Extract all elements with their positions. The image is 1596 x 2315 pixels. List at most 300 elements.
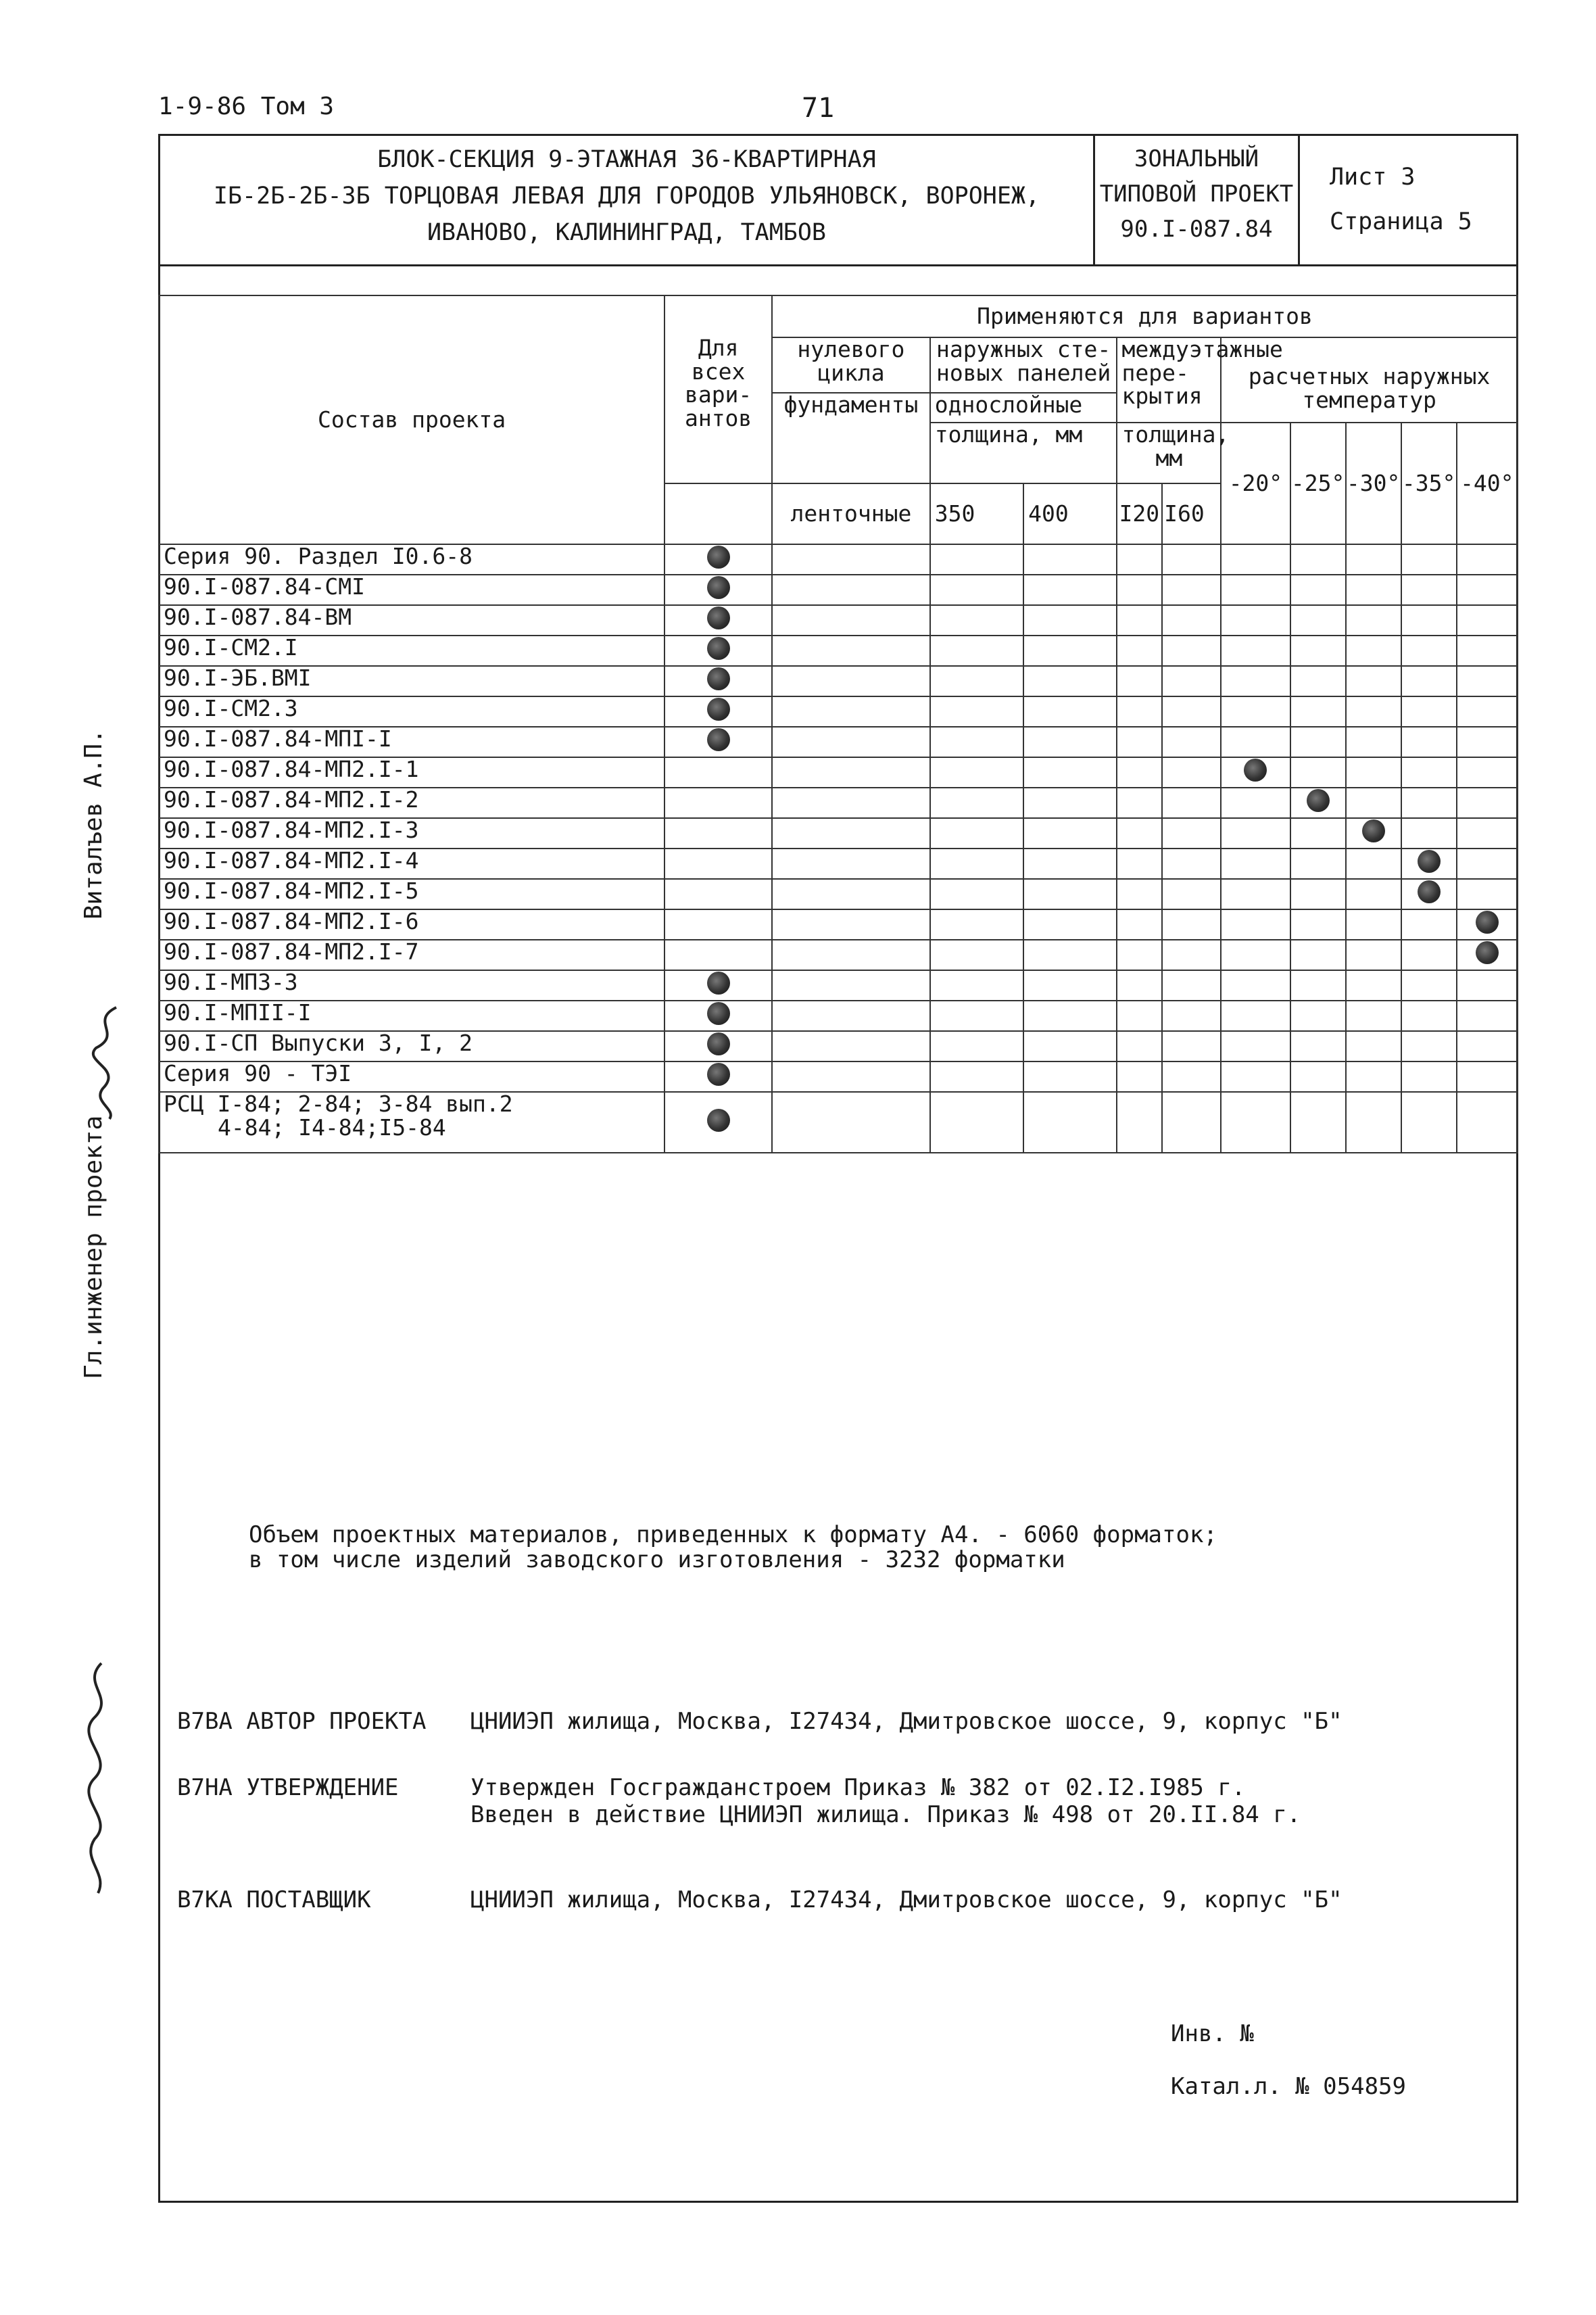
row-cell (1023, 788, 1117, 818)
info-text: Утвержден Госгражданстроем Приказ № 382 от 02.I2.I985 г. (470, 1774, 1246, 1801)
row-cell (1346, 757, 1401, 788)
row-cell (1346, 849, 1401, 879)
mark-dot (1362, 819, 1385, 842)
row-cell (772, 1061, 930, 1092)
row-cell (1023, 909, 1117, 940)
row-cell (1221, 696, 1290, 727)
row-cell (1117, 849, 1162, 879)
row-cell (1401, 544, 1457, 575)
row-cell (1162, 818, 1221, 849)
row-cell (930, 696, 1023, 727)
mark-dot (1476, 911, 1499, 934)
row-cell (1457, 1001, 1518, 1031)
row-cell (1346, 605, 1401, 636)
last-row-line: РСЦ I-84; 2-84; 3-84 вып.2 (164, 1091, 513, 1117)
signature-2 (68, 1656, 128, 1900)
row-cell (1401, 818, 1457, 849)
mark-dot (707, 972, 730, 995)
row-cell (1023, 544, 1117, 575)
row-cell (772, 666, 930, 696)
dummy-all (664, 483, 772, 544)
row-cell (930, 909, 1023, 940)
row-cell (1023, 1061, 1117, 1092)
row-cell (1457, 940, 1518, 970)
row-cell (1346, 544, 1401, 575)
t400-header: 400 (1023, 483, 1117, 544)
row-cell (1346, 575, 1401, 605)
row-name: 90.I-087.84-МП2.I-1 (159, 757, 664, 788)
side-chief-engineer: Гл.инженер проекта (80, 1115, 107, 1379)
row-cell (930, 818, 1023, 849)
row-name: 90.I-087.84-МП2.I-6 (159, 909, 664, 940)
row-cell (1221, 879, 1290, 909)
t160-header: I60 (1162, 483, 1221, 544)
project-line: ТИПОВОЙ ПРОЕКТ (1099, 181, 1294, 208)
row-cell (1162, 1031, 1221, 1061)
row-cell (772, 940, 930, 970)
mark-dot (707, 1063, 730, 1086)
title-cell (160, 136, 1095, 264)
row-name: 90.I-СМ2.3 (159, 696, 664, 727)
row-cell (1401, 1031, 1457, 1061)
row-cell (1346, 1001, 1401, 1031)
row-cell (1023, 818, 1117, 849)
info-text: Введен в действие ЦНИИЭП жилища. Приказ № 498 от 20.II.84 г. (470, 1801, 1301, 1828)
row-cell (1023, 757, 1117, 788)
row-cell (930, 788, 1023, 818)
top-left-reference: 1-9-86 Том 3 (158, 93, 335, 120)
row-cell (1290, 696, 1346, 727)
row-cell (664, 909, 772, 940)
row-cell (1401, 727, 1457, 757)
row-name: 90.I-087.84-МП2.I-2 (159, 788, 664, 818)
row-name: 90.I-087.84-МП2.I-5 (159, 879, 664, 909)
row-cell (1457, 849, 1518, 879)
row-name: 90.I-СП Выпуски 3, I, 2 (159, 1031, 664, 1061)
signature-1 (76, 1001, 137, 1122)
row-name: Серия 90. Раздел I0.6-8 (159, 544, 664, 575)
mark-dot (1244, 759, 1267, 782)
row-cell (772, 636, 930, 666)
row-cell (1401, 666, 1457, 696)
row-cell (1117, 605, 1162, 636)
row-cell (1221, 940, 1290, 970)
row-cell (1290, 788, 1346, 818)
row-cell (1023, 636, 1117, 666)
row-cell (1401, 757, 1457, 788)
row-cell (1221, 544, 1290, 575)
row-cell (1117, 696, 1162, 727)
side-name: Виталъев А.П. (80, 729, 107, 920)
row-cell (1023, 605, 1117, 636)
row-cell (772, 970, 930, 1001)
row-cell (1221, 757, 1290, 788)
mark-dot (1418, 880, 1441, 903)
row-cell (1457, 636, 1518, 666)
title-block (158, 134, 1518, 266)
row-cell (1457, 879, 1518, 909)
row-cell (1457, 970, 1518, 1001)
page-number: 71 (802, 93, 835, 124)
row-cell (1117, 727, 1162, 757)
row-cell (664, 788, 772, 818)
row-cell (772, 1031, 930, 1061)
project-line: ЗОНАЛЬНЫЙ (1134, 145, 1259, 172)
row-cell (1117, 909, 1162, 940)
table-row (159, 575, 1518, 605)
row-cell (664, 575, 772, 605)
last-row-mark (664, 1092, 772, 1153)
table-row (159, 696, 1518, 727)
row-cell (664, 544, 772, 575)
temp-col-3: -30° (1346, 423, 1401, 544)
outer-panels-header: наружных сте-новых панелей (930, 337, 1117, 393)
row-cell (1290, 757, 1346, 788)
mark-dot (707, 667, 730, 690)
row-cell (1346, 970, 1401, 1001)
table-row (159, 1031, 1518, 1061)
row-cell (1290, 544, 1346, 575)
row-cell (1117, 575, 1162, 605)
row-cell (664, 757, 772, 788)
col-all-variants: Для всех вари-антов (664, 295, 772, 483)
row-cell (1221, 849, 1290, 879)
single-layer-header: однослойные (930, 393, 1117, 423)
table-row (159, 909, 1518, 940)
row-cell (930, 1061, 1023, 1092)
mark-dot (1307, 789, 1330, 812)
foundations-header: фундаменты (772, 393, 930, 483)
row-cell (930, 879, 1023, 909)
row-cell (772, 605, 930, 636)
row-cell (1162, 575, 1221, 605)
row-cell (1023, 970, 1117, 1001)
row-cell (1023, 940, 1117, 970)
row-cell (1346, 1061, 1401, 1092)
row-cell (664, 1031, 772, 1061)
row-cell (1162, 1001, 1221, 1031)
row-cell (1290, 970, 1346, 1001)
row-cell (1162, 909, 1221, 940)
table-row (159, 727, 1518, 757)
row-cell (1401, 879, 1457, 909)
table-row (159, 666, 1518, 696)
row-cell (930, 1001, 1023, 1031)
row-cell (1290, 605, 1346, 636)
row-cell (772, 849, 930, 879)
row-cell (1401, 940, 1457, 970)
row-cell (1346, 727, 1401, 757)
row-cell (1117, 636, 1162, 666)
row-cell (1023, 1031, 1117, 1061)
row-name: 90.I-СМ2.I (159, 636, 664, 666)
title-line: БЛОК-СЕКЦИЯ 9-ЭТАЖНАЯ 36-КВАРТИРНАЯ (377, 146, 876, 173)
row-cell (1221, 605, 1290, 636)
row-cell (1290, 1001, 1346, 1031)
row-cell (930, 666, 1023, 696)
row-cell (1401, 788, 1457, 818)
table-row (159, 970, 1518, 1001)
row-name: 90.I-МП3-3 (159, 970, 664, 1001)
row-cell (1346, 666, 1401, 696)
mark-dot (1418, 850, 1441, 873)
page-label: Страница 5 (1330, 208, 1472, 235)
row-cell (1221, 1031, 1290, 1061)
row-cell (664, 1001, 772, 1031)
row-cell (930, 727, 1023, 757)
row-cell (1457, 1061, 1518, 1092)
row-cell (1162, 727, 1221, 757)
row-cell (664, 605, 772, 636)
row-cell (1023, 696, 1117, 727)
row-cell (1162, 636, 1221, 666)
row-cell (1023, 575, 1117, 605)
row-cell (664, 849, 772, 879)
inventory-label: Инв. № (1171, 2020, 1254, 2047)
project-line: 90.I-087.84 (1120, 216, 1273, 243)
row-cell (664, 727, 772, 757)
row-cell (1401, 636, 1457, 666)
table-row (159, 1001, 1518, 1031)
info-text: ЦНИИЭП жилища, Москва, I27434, Дмитровское шоссе, 9, корпус "Б" (470, 1708, 1343, 1735)
info-code: В7НА УТВЕРЖДЕНИЕ (177, 1774, 399, 1801)
row-cell (664, 1061, 772, 1092)
table-row (159, 940, 1518, 970)
row-cell (1221, 818, 1290, 849)
row-name: 90.I-087.84-МП2.I-4 (159, 849, 664, 879)
row-cell (930, 636, 1023, 666)
info-code: В7КА ПОСТАВЩИК (177, 1886, 371, 1913)
row-cell (1117, 970, 1162, 1001)
row-cell (664, 636, 772, 666)
row-cell (1290, 636, 1346, 666)
row-cell (1221, 788, 1290, 818)
table-row (159, 544, 1518, 575)
volume-line: Объем проектных материалов, приведенных к формату А4. - 6060 форматок; (249, 1521, 1217, 1548)
row-cell (930, 849, 1023, 879)
row-cell (1457, 1031, 1518, 1061)
row-cell (1117, 940, 1162, 970)
row-cell (772, 909, 930, 940)
row-cell (930, 757, 1023, 788)
row-cell (1117, 788, 1162, 818)
title-line: IБ-2Б-2Б-3Б ТОРЦОВАЯ ЛЕВАЯ ДЛЯ ГОРОДОВ УЛЬЯНОВСК, ВОРОНЕЖ, (213, 183, 1040, 210)
info-text: ЦНИИЭП жилища, Москва, I27434, Дмитровское шоссе, 9, корпус "Б" (470, 1886, 1343, 1913)
row-name: 90.I-087.84-СМI (159, 575, 664, 605)
row-cell (1346, 909, 1401, 940)
row-cell (1457, 909, 1518, 940)
table-row (159, 757, 1518, 788)
row-cell (1346, 788, 1401, 818)
row-cell (664, 940, 772, 970)
row-cell (1401, 909, 1457, 940)
table-row (159, 849, 1518, 879)
row-cell (930, 940, 1023, 970)
row-cell (1023, 849, 1117, 879)
row-cell (1117, 544, 1162, 575)
t120-header: I20 (1117, 483, 1162, 544)
last-row-line: 4-84; I4-84;I5-84 (218, 1114, 446, 1141)
row-cell (772, 544, 930, 575)
row-cell (1162, 666, 1221, 696)
mark-dot (707, 576, 730, 599)
mark-dot (707, 728, 730, 751)
row-cell (1401, 575, 1457, 605)
row-cell (1457, 727, 1518, 757)
row-cell (1023, 727, 1117, 757)
row-name: 90.I-ЭБ.ВМI (159, 666, 664, 696)
mark-dot (707, 606, 730, 629)
row-cell (1401, 605, 1457, 636)
row-cell (1221, 636, 1290, 666)
row-cell (1162, 757, 1221, 788)
row-cell (772, 879, 930, 909)
row-cell (664, 666, 772, 696)
row-cell (664, 879, 772, 909)
row-cell (1346, 940, 1401, 970)
row-cell (930, 970, 1023, 1001)
row-cell (1401, 1001, 1457, 1031)
mark-dot (707, 1109, 730, 1132)
row-cell (1162, 605, 1221, 636)
row-cell (1162, 1061, 1221, 1092)
row-cell (1117, 1031, 1162, 1061)
row-cell (1221, 1001, 1290, 1031)
row-cell (772, 818, 930, 849)
row-cell (1162, 696, 1221, 727)
row-cell (1162, 940, 1221, 970)
t350-header: 350 (930, 483, 1023, 544)
row-cell (1457, 666, 1518, 696)
row-cell (1457, 696, 1518, 727)
row-cell (1162, 879, 1221, 909)
catalog-label: Катал.л. № 054859 (1171, 2073, 1406, 2100)
row-cell (1117, 879, 1162, 909)
row-cell (772, 696, 930, 727)
row-cell (1162, 788, 1221, 818)
floors-header: междуэтажные пере-крытия (1117, 337, 1221, 423)
row-cell (1290, 575, 1346, 605)
table-row-last-name (159, 1092, 664, 1153)
row-cell (1401, 849, 1457, 879)
row-cell (1346, 696, 1401, 727)
row-cell (1457, 544, 1518, 575)
row-cell (1290, 727, 1346, 757)
row-cell (1290, 879, 1346, 909)
title-line: ИВАНОВО, КАЛИНИНГРАД, ТАМБОВ (427, 219, 826, 246)
row-cell (664, 818, 772, 849)
row-cell (1221, 575, 1290, 605)
row-cell (1290, 1031, 1346, 1061)
row-cell (1117, 1001, 1162, 1031)
table-row (159, 879, 1518, 909)
temps-header: расчетных наружных температур (1221, 337, 1518, 423)
row-name: 90.I-МПII-I (159, 1001, 664, 1031)
row-cell (1401, 696, 1457, 727)
row-cell (1346, 636, 1401, 666)
row-cell (1290, 666, 1346, 696)
row-cell (772, 575, 930, 605)
mark-dot (707, 1032, 730, 1055)
row-cell (1221, 666, 1290, 696)
temp-col-4: -35° (1401, 423, 1457, 544)
row-cell (1221, 727, 1290, 757)
row-cell (1290, 1061, 1346, 1092)
temp-col-5: -40° (1457, 423, 1518, 544)
composition-table (158, 295, 1518, 1153)
row-cell (1162, 849, 1221, 879)
row-cell (1290, 849, 1346, 879)
thickness-header-2: толщина, мм (1117, 423, 1221, 483)
row-name: Серия 90 - ТЭI (159, 1061, 664, 1092)
row-cell (1117, 818, 1162, 849)
row-cell (772, 757, 930, 788)
row-cell (930, 1031, 1023, 1061)
row-cell (1457, 757, 1518, 788)
row-cell (1221, 1061, 1290, 1092)
row-cell (1023, 1001, 1117, 1031)
mark-dot (707, 1002, 730, 1025)
strip-header: ленточные (772, 483, 930, 544)
row-cell (1346, 1031, 1401, 1061)
row-cell (1290, 940, 1346, 970)
row-name: 90.I-087.84-ВМ (159, 605, 664, 636)
row-cell (1290, 818, 1346, 849)
row-cell (664, 970, 772, 1001)
mark-dot (707, 637, 730, 660)
row-cell (1162, 970, 1221, 1001)
row-cell (664, 696, 772, 727)
row-name: 90.I-087.84-МП2.I-3 (159, 818, 664, 849)
row-cell (1401, 970, 1457, 1001)
table-row (159, 788, 1518, 818)
row-cell (772, 1001, 930, 1031)
row-cell (1457, 818, 1518, 849)
row-cell (1117, 666, 1162, 696)
applied-for-header: Применяются для вариантов (772, 295, 1518, 337)
row-cell (1457, 605, 1518, 636)
table-row (159, 818, 1518, 849)
row-cell (1290, 909, 1346, 940)
table-row (159, 636, 1518, 666)
row-cell (930, 544, 1023, 575)
table-row (159, 1061, 1518, 1092)
volume-block (249, 1523, 1217, 1573)
row-cell (1221, 970, 1290, 1001)
row-cell (1117, 757, 1162, 788)
row-name: 90.I-087.84-МП2.I-7 (159, 940, 664, 970)
row-cell (1023, 879, 1117, 909)
row-cell (1346, 818, 1401, 849)
row-cell (930, 575, 1023, 605)
mark-dot (1476, 941, 1499, 964)
row-cell (772, 727, 930, 757)
row-cell (1162, 544, 1221, 575)
row-cell (1457, 575, 1518, 605)
sheet-cell (1330, 155, 1472, 244)
temp-col-1: -20° (1221, 423, 1290, 544)
row-cell (1346, 879, 1401, 909)
row-cell (1457, 788, 1518, 818)
project-cell (1095, 136, 1300, 264)
zero-cycle-header: нулевого цикла (772, 337, 930, 393)
temp-col-2: -25° (1290, 423, 1346, 544)
thickness-header: толщина, мм (930, 423, 1117, 483)
row-name: 90.I-087.84-МПI-I (159, 727, 664, 757)
row-cell (1023, 666, 1117, 696)
col-composition: Состав проекта (159, 295, 664, 544)
volume-line: в том числе изделий заводского изготовления - 3232 форматки (249, 1546, 1065, 1574)
